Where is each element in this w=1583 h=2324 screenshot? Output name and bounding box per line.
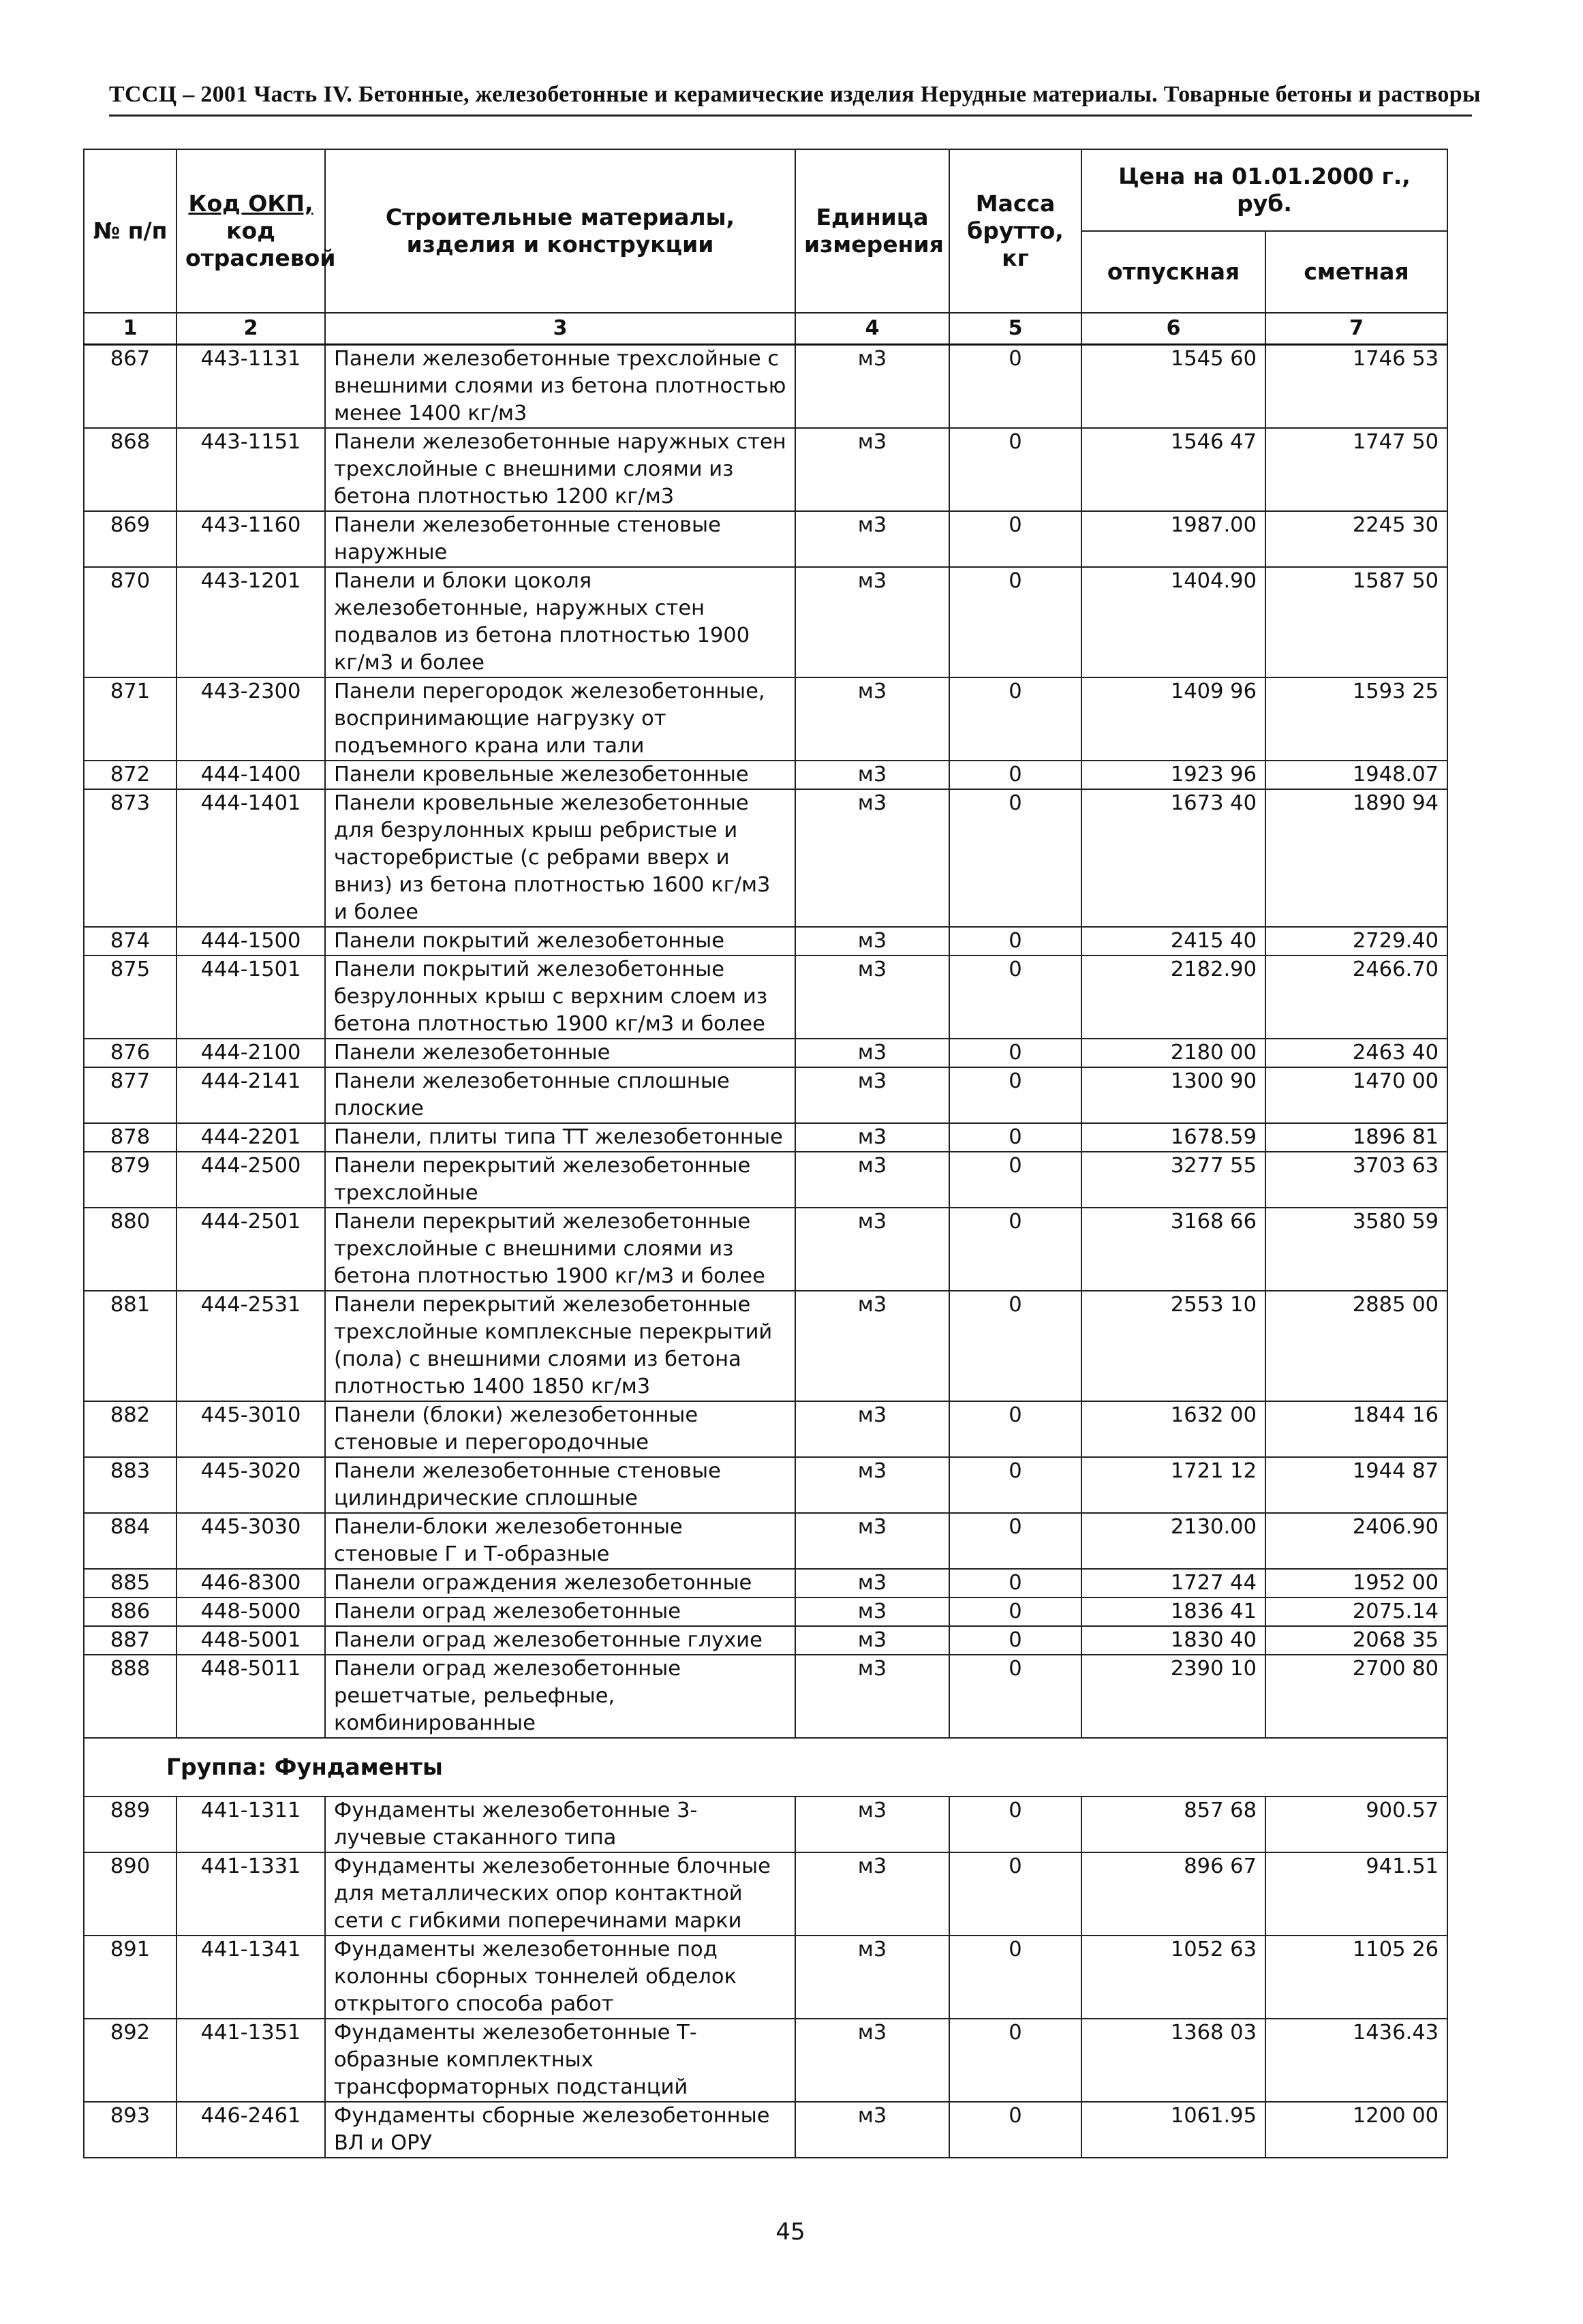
row-number: 892 <box>84 2019 176 2102</box>
unit-of-measure: м3 <box>795 1569 949 1597</box>
material-name: Панели-блоки железобетонные стеновые Г и Т-образные <box>325 1513 795 1569</box>
table-row <box>84 789 1447 927</box>
table-row <box>84 955 1447 1039</box>
price-estimate: 2406.90 <box>1265 1513 1447 1569</box>
price-estimate: 1890 94 <box>1265 789 1447 927</box>
unit-of-measure: м3 <box>795 789 949 927</box>
table-row <box>84 511 1447 567</box>
price-release: 857 68 <box>1081 1796 1265 1852</box>
price-estimate: 2700 80 <box>1265 1655 1447 1738</box>
price-estimate: 1105 26 <box>1265 1936 1447 2019</box>
unit-of-measure: м3 <box>795 761 949 789</box>
price-release: 1678.59 <box>1081 1123 1265 1152</box>
group-section <box>84 1738 1447 1796</box>
row-number: 875 <box>84 955 176 1039</box>
unit-of-measure: м3 <box>795 2019 949 2102</box>
price-release: 1546 47 <box>1081 428 1265 511</box>
row-number: 883 <box>84 1457 176 1513</box>
table-row <box>84 1152 1447 1208</box>
table-row <box>84 1655 1447 1738</box>
price-estimate: 1436.43 <box>1265 2019 1447 2102</box>
row-number: 880 <box>84 1208 176 1291</box>
gross-mass: 0 <box>949 1569 1081 1597</box>
gross-mass: 0 <box>949 677 1081 761</box>
material-name: Панели железобетонные стеновые наружные <box>325 511 795 567</box>
price-estimate: 1593 25 <box>1265 677 1447 761</box>
okp-code: 444-1400 <box>176 761 325 789</box>
gross-mass: 0 <box>949 1796 1081 1852</box>
unit-of-measure: м3 <box>795 1655 949 1738</box>
unit-of-measure: м3 <box>795 345 949 429</box>
okp-code: 444-1501 <box>176 955 325 1039</box>
gross-mass: 0 <box>949 1513 1081 1569</box>
price-estimate: 1200 00 <box>1265 2102 1447 2158</box>
gross-mass: 0 <box>949 345 1081 429</box>
gross-mass: 0 <box>949 927 1081 955</box>
table-row <box>84 1457 1447 1513</box>
price-release: 896 67 <box>1081 1852 1265 1936</box>
table-row <box>84 1626 1447 1655</box>
okp-code: 443-1160 <box>176 511 325 567</box>
price-release: 1300 90 <box>1081 1067 1265 1123</box>
price-release: 1368 03 <box>1081 2019 1265 2102</box>
gross-mass: 0 <box>949 1208 1081 1291</box>
gross-mass: 0 <box>949 567 1081 677</box>
price-release: 1836 41 <box>1081 1597 1265 1626</box>
row-number: 885 <box>84 1569 176 1597</box>
table-row <box>84 1039 1447 1067</box>
column-number: 3 <box>325 313 795 345</box>
column-number-row <box>84 313 1447 345</box>
price-release: 1632 00 <box>1081 1401 1265 1457</box>
row-number: 893 <box>84 2102 176 2158</box>
table-row <box>84 1852 1447 1936</box>
column-number: 2 <box>176 313 325 345</box>
col-okp-subtitle: код отраслевой <box>185 217 336 271</box>
table-row <box>84 567 1447 677</box>
row-number: 890 <box>84 1852 176 1936</box>
material-name: Панели покрытий железобетонные безрулонных крыш с верхним слоем из бетона плотностью 1900 кг/м3 и более <box>325 955 795 1039</box>
price-table <box>83 149 1448 2158</box>
price-release: 1923 96 <box>1081 761 1265 789</box>
material-name: Панели оград железобетонные решетчатые, рельефные, комбинированные <box>325 1655 795 1738</box>
price-release: 3277 55 <box>1081 1152 1265 1208</box>
material-name: Панели перекрытий железобетонные трехслойные с внешними слоями из бетона плотностью 1900 кг/м3 и более <box>325 1208 795 1291</box>
table-body-foundations <box>84 1796 1447 2158</box>
price-estimate: 1747 50 <box>1265 428 1447 511</box>
row-number: 891 <box>84 1936 176 2019</box>
price-estimate: 2068 35 <box>1265 1626 1447 1655</box>
table-row <box>84 1597 1447 1626</box>
column-number: 4 <box>795 313 949 345</box>
group-row <box>84 1738 1447 1796</box>
table-row <box>84 1936 1447 2019</box>
okp-code: 448-5000 <box>176 1597 325 1626</box>
price-estimate: 1944 87 <box>1265 1457 1447 1513</box>
table-row <box>84 1208 1447 1291</box>
unit-of-measure: м3 <box>795 1401 949 1457</box>
column-number: 7 <box>1265 313 1447 345</box>
price-release: 2553 10 <box>1081 1291 1265 1401</box>
material-name: Панели ограждения железобетонные <box>325 1569 795 1597</box>
price-release: 1830 40 <box>1081 1626 1265 1655</box>
price-estimate: 1948.07 <box>1265 761 1447 789</box>
price-estimate: 900.57 <box>1265 1796 1447 1852</box>
okp-code: 445-3010 <box>176 1401 325 1457</box>
page-header: ТССЦ – 2001 Часть IV. Бетонные, железобетонные и керамические изделия Нерудные материалы. Товарные бетоны и растворы <box>109 82 1472 117</box>
row-number: 889 <box>84 1796 176 1852</box>
okp-code: 441-1311 <box>176 1796 325 1852</box>
price-release: 1987.00 <box>1081 511 1265 567</box>
price-estimate: 2466.70 <box>1265 955 1447 1039</box>
unit-of-measure: м3 <box>795 955 949 1039</box>
table-row <box>84 2102 1447 2158</box>
row-number: 879 <box>84 1152 176 1208</box>
col-name-header: Строительные материалы, изделия и конструкции <box>325 149 795 313</box>
unit-of-measure: м3 <box>795 1626 949 1655</box>
price-release: 1721 12 <box>1081 1457 1265 1513</box>
material-name: Панели оград железобетонные <box>325 1597 795 1626</box>
table-row <box>84 1291 1447 1401</box>
row-number: 888 <box>84 1655 176 1738</box>
okp-code: 443-1201 <box>176 567 325 677</box>
gross-mass: 0 <box>949 761 1081 789</box>
table-row <box>84 1123 1447 1152</box>
price-release: 1673 40 <box>1081 789 1265 927</box>
material-name: Фундаменты железобетонные 3-лучевые стаканного типа <box>325 1796 795 1852</box>
row-number: 878 <box>84 1123 176 1152</box>
price-estimate: 1587 50 <box>1265 567 1447 677</box>
okp-code: 445-3030 <box>176 1513 325 1569</box>
price-release: 1404.90 <box>1081 567 1265 677</box>
row-number: 877 <box>84 1067 176 1123</box>
unit-of-measure: м3 <box>795 567 949 677</box>
table-row <box>84 428 1447 511</box>
price-estimate: 2729.40 <box>1265 927 1447 955</box>
price-release: 1727 44 <box>1081 1569 1265 1597</box>
okp-code: 445-3020 <box>176 1457 325 1513</box>
group-label: Группа: Фундаменты <box>84 1738 1447 1796</box>
row-number: 884 <box>84 1513 176 1569</box>
table-row <box>84 1067 1447 1123</box>
row-number: 868 <box>84 428 176 511</box>
price-estimate: 1844 16 <box>1265 1401 1447 1457</box>
gross-mass: 0 <box>949 1123 1081 1152</box>
unit-of-measure: м3 <box>795 1597 949 1626</box>
price-release: 1052 63 <box>1081 1936 1265 2019</box>
okp-code: 444-2201 <box>176 1123 325 1152</box>
material-name: Панели и блоки цоколя железобетонные, наружных стен подвалов из бетона плотностью 1900 кг/м3 и более <box>325 567 795 677</box>
okp-code: 441-1341 <box>176 1936 325 2019</box>
unit-of-measure: м3 <box>795 1039 949 1067</box>
material-name: Панели железобетонные стеновые цилиндрические сплошные <box>325 1457 795 1513</box>
gross-mass: 0 <box>949 1597 1081 1626</box>
unit-of-measure: м3 <box>795 1208 949 1291</box>
material-name: Панели кровельные железобетонные <box>325 761 795 789</box>
price-estimate: 2245 30 <box>1265 511 1447 567</box>
unit-of-measure: м3 <box>795 1513 949 1569</box>
price-estimate: 3580 59 <box>1265 1208 1447 1291</box>
material-name: Панели оград железобетонные глухие <box>325 1626 795 1655</box>
price-estimate: 1896 81 <box>1265 1123 1447 1152</box>
unit-of-measure: м3 <box>795 1067 949 1123</box>
okp-code: 444-2141 <box>176 1067 325 1123</box>
material-name: Панели железобетонные сплошные плоские <box>325 1067 795 1123</box>
row-number: 867 <box>84 345 176 429</box>
okp-code: 444-2500 <box>176 1152 325 1208</box>
gross-mass: 0 <box>949 1852 1081 1936</box>
column-number: 1 <box>84 313 176 345</box>
unit-of-measure: м3 <box>795 927 949 955</box>
material-name: Панели перекрытий железобетонные трехслойные <box>325 1152 795 1208</box>
col-okp-title: Код ОКП, <box>188 190 313 217</box>
material-name: Панели перегородок железобетонные, воспринимающие нагрузку от подъемного крана или тали <box>325 677 795 761</box>
material-name: Фундаменты железобетонные под колонны сборных тоннелей обделок открытого способа работ <box>325 1936 795 2019</box>
unit-of-measure: м3 <box>795 428 949 511</box>
unit-of-measure: м3 <box>795 1457 949 1513</box>
okp-code: 441-1331 <box>176 1852 325 1936</box>
column-number: 6 <box>1081 313 1265 345</box>
unit-of-measure: м3 <box>795 1936 949 2019</box>
okp-code: 448-5011 <box>176 1655 325 1738</box>
unit-of-measure: м3 <box>795 1152 949 1208</box>
table-row <box>84 677 1447 761</box>
table-row <box>84 1569 1447 1597</box>
table-body-panels <box>84 345 1447 1739</box>
price-release: 1409 96 <box>1081 677 1265 761</box>
unit-of-measure: м3 <box>795 1796 949 1852</box>
col-price-estimate-header: сметная <box>1265 231 1447 313</box>
gross-mass: 0 <box>949 1626 1081 1655</box>
gross-mass: 0 <box>949 1291 1081 1401</box>
table-row <box>84 345 1447 429</box>
row-number: 881 <box>84 1291 176 1401</box>
material-name: Фундаменты сборные железобетонные ВЛ и ОРУ <box>325 2102 795 2158</box>
price-release: 2180 00 <box>1081 1039 1265 1067</box>
price-release: 1061.95 <box>1081 2102 1265 2158</box>
row-number: 886 <box>84 1597 176 1626</box>
gross-mass: 0 <box>949 1936 1081 2019</box>
material-name: Панели кровельные железобетонные для безрулонных крыш ребристые и часторебристые (с ребрами вверх и вниз) из бетона плотностью 1600 кг/м3 и более <box>325 789 795 927</box>
unit-of-measure: м3 <box>795 511 949 567</box>
material-name: Панели, плиты типа ТТ железобетонные <box>325 1123 795 1152</box>
row-number: 874 <box>84 927 176 955</box>
column-number: 5 <box>949 313 1081 345</box>
price-release: 2390 10 <box>1081 1655 1265 1738</box>
gross-mass: 0 <box>949 1067 1081 1123</box>
material-name: Панели (блоки) железобетонные стеновые и перегородочные <box>325 1401 795 1457</box>
unit-of-measure: м3 <box>795 677 949 761</box>
material-name: Панели покрытий железобетонные <box>325 927 795 955</box>
col-unit-header: Единица измерения <box>795 149 949 313</box>
okp-code: 444-2501 <box>176 1208 325 1291</box>
material-name: Панели железобетонные <box>325 1039 795 1067</box>
table-row <box>84 927 1447 955</box>
price-release: 2415 40 <box>1081 927 1265 955</box>
col-price-release-header: отпускная <box>1081 231 1265 313</box>
row-number: 873 <box>84 789 176 927</box>
okp-code: 444-1500 <box>176 927 325 955</box>
table-header <box>84 149 1447 345</box>
gross-mass: 0 <box>949 1152 1081 1208</box>
table-row <box>84 1513 1447 1569</box>
okp-code: 441-1351 <box>176 2019 325 2102</box>
price-estimate: 2463 40 <box>1265 1039 1447 1067</box>
unit-of-measure: м3 <box>795 1291 949 1401</box>
okp-code: 444-2531 <box>176 1291 325 1401</box>
price-release: 2130.00 <box>1081 1513 1265 1569</box>
table-row <box>84 761 1447 789</box>
price-estimate: 2885 00 <box>1265 1291 1447 1401</box>
price-estimate: 941.51 <box>1265 1852 1447 1936</box>
row-number: 882 <box>84 1401 176 1457</box>
unit-of-measure: м3 <box>795 1123 949 1152</box>
okp-code: 448-5001 <box>176 1626 325 1655</box>
price-release: 2182.90 <box>1081 955 1265 1039</box>
unit-of-measure: м3 <box>795 1852 949 1936</box>
material-name: Фундаменты железобетонные Т-образные комплектных трансформаторных подстанций <box>325 2019 795 2102</box>
page-number: 45 <box>775 2218 805 2246</box>
okp-code: 443-1151 <box>176 428 325 511</box>
material-name: Панели перекрытий железобетонные трехслойные комплексные перекрытий (пола) с внешними слоями из бетона плотностью 1400 1850 кг/м3 <box>325 1291 795 1401</box>
gross-mass: 0 <box>949 2102 1081 2158</box>
price-estimate: 2075.14 <box>1265 1597 1447 1626</box>
price-estimate: 1952 00 <box>1265 1569 1447 1597</box>
material-name: Фундаменты железобетонные блочные для металлических опор контактной сети с гибкими поперечинами марки <box>325 1852 795 1936</box>
row-number: 887 <box>84 1626 176 1655</box>
okp-code: 443-1131 <box>176 345 325 429</box>
row-number: 872 <box>84 761 176 789</box>
table-row <box>84 1401 1447 1457</box>
col-num-header: № п/п <box>84 149 176 313</box>
row-number: 876 <box>84 1039 176 1067</box>
gross-mass: 0 <box>949 428 1081 511</box>
table-row <box>84 1796 1447 1852</box>
unit-of-measure: м3 <box>795 2102 949 2158</box>
row-number: 870 <box>84 567 176 677</box>
okp-code: 446-8300 <box>176 1569 325 1597</box>
price-estimate: 1746 53 <box>1265 345 1447 429</box>
col-price-group-header: Цена на 01.01.2000 г., руб. <box>1081 149 1447 231</box>
price-estimate: 1470 00 <box>1265 1067 1447 1123</box>
gross-mass: 0 <box>949 2019 1081 2102</box>
okp-code: 444-1401 <box>176 789 325 927</box>
okp-code: 443-2300 <box>176 677 325 761</box>
gross-mass: 0 <box>949 789 1081 927</box>
price-release: 1545 60 <box>1081 345 1265 429</box>
okp-code: 444-2100 <box>176 1039 325 1067</box>
col-okp-header <box>176 149 336 313</box>
material-name: Панели железобетонные трехслойные с внешними слоями из бетона плотностью менее 1400 кг/м3 <box>325 345 795 429</box>
row-number: 869 <box>84 511 176 567</box>
gross-mass: 0 <box>949 955 1081 1039</box>
gross-mass: 0 <box>949 1457 1081 1513</box>
material-name: Панели железобетонные наружных стен трехслойные с внешними слоями из бетона плотностью 1200 кг/м3 <box>325 428 795 511</box>
gross-mass: 0 <box>949 1401 1081 1457</box>
gross-mass: 0 <box>949 1655 1081 1738</box>
okp-code: 446-2461 <box>176 2102 325 2158</box>
gross-mass: 0 <box>949 1039 1081 1067</box>
row-number: 871 <box>84 677 176 761</box>
gross-mass: 0 <box>949 511 1081 567</box>
table-row <box>84 2019 1447 2102</box>
col-mass-header: Масса брутто, кг <box>949 149 1081 313</box>
price-estimate: 3703 63 <box>1265 1152 1447 1208</box>
price-release: 3168 66 <box>1081 1208 1265 1291</box>
